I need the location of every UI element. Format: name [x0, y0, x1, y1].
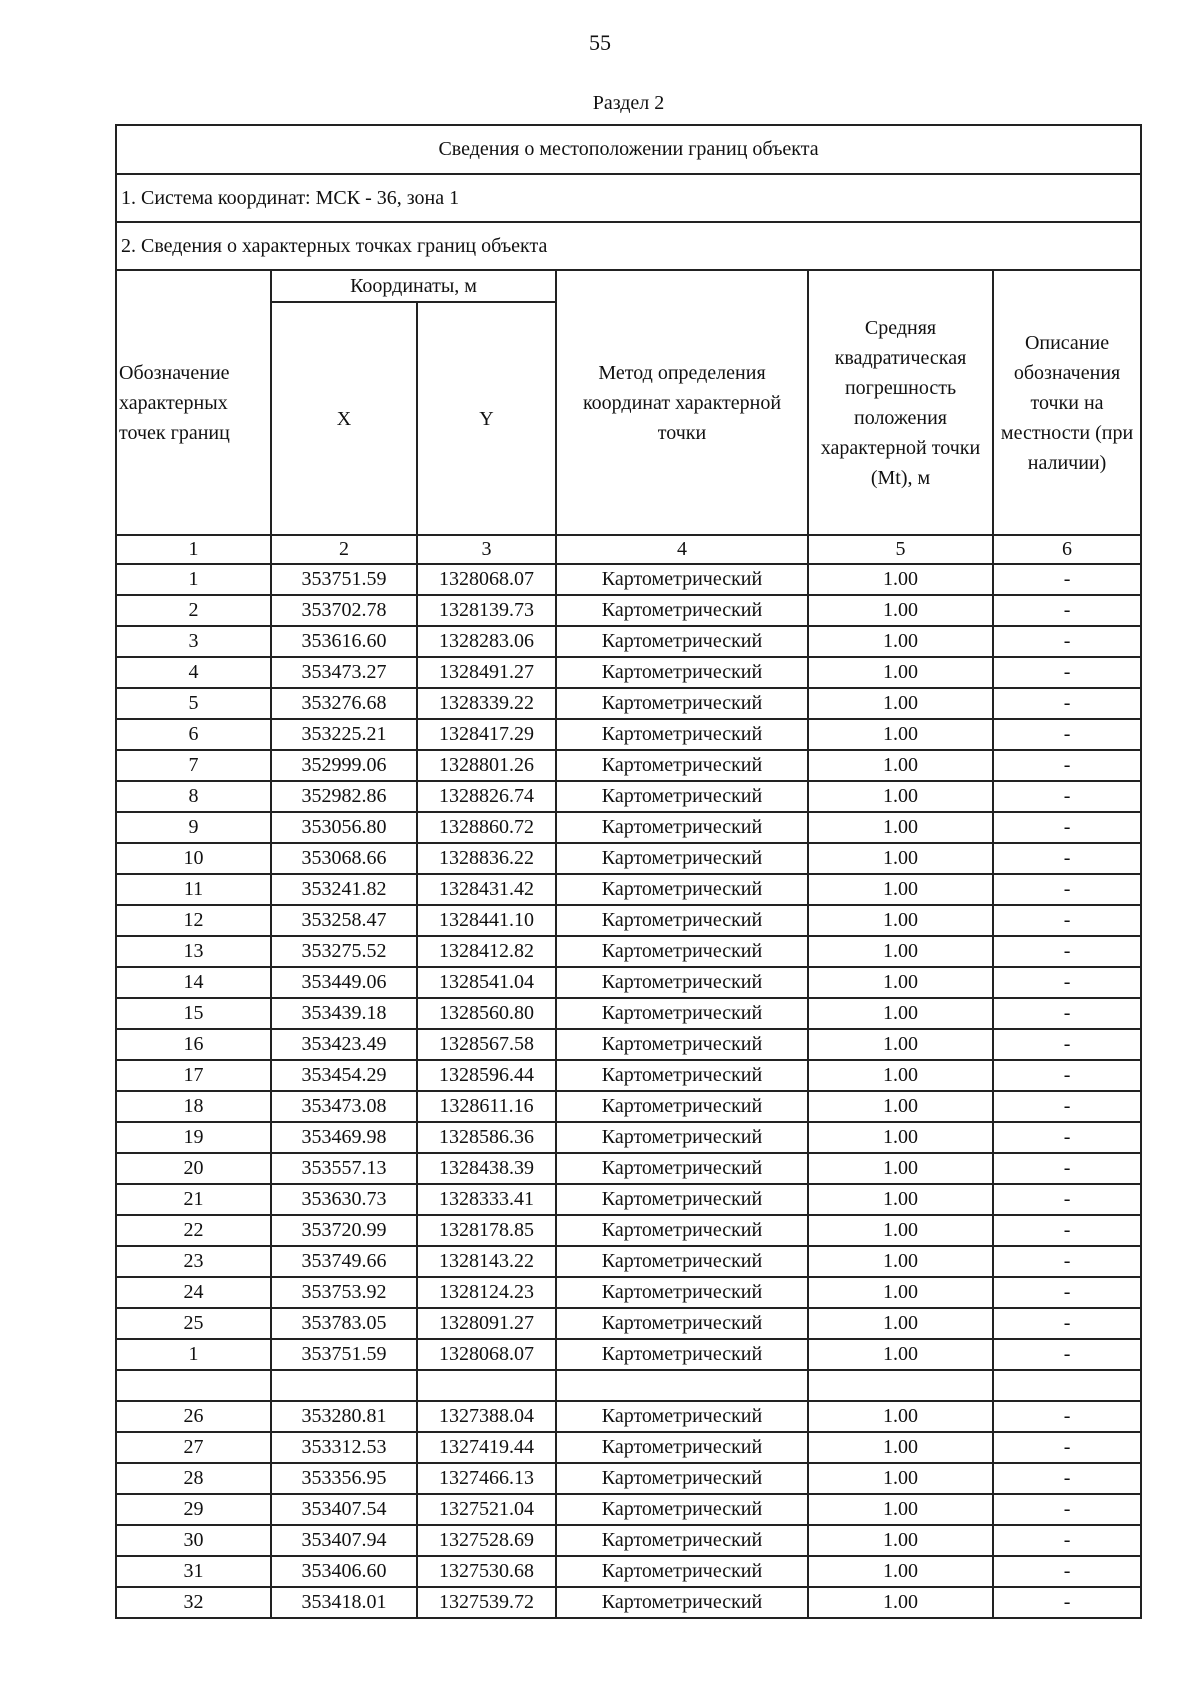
point-number-cell: 1	[116, 1339, 271, 1370]
mt-error-cell: 1.00	[808, 564, 993, 595]
mt-error-cell: 1.00	[808, 719, 993, 750]
x-coordinate-cell: 353407.94	[271, 1525, 417, 1556]
description-cell: -	[993, 1432, 1141, 1463]
point-number-cell: 17	[116, 1060, 271, 1091]
x-coordinate-cell: 353469.98	[271, 1122, 417, 1153]
description-cell: -	[993, 1494, 1141, 1525]
x-coordinate-cell: 353557.13	[271, 1153, 417, 1184]
description-cell: -	[993, 1246, 1141, 1277]
method-cell: Картометрический	[556, 1091, 808, 1122]
empty-cell	[993, 1370, 1141, 1401]
y-coordinate-cell: 1327419.44	[417, 1432, 556, 1463]
empty-cell	[808, 1370, 993, 1401]
method-cell: Картометрический	[556, 843, 808, 874]
point-number-cell: 5	[116, 688, 271, 719]
table-row	[116, 1277, 1141, 1308]
point-number-cell: 21	[116, 1184, 271, 1215]
x-coordinate-cell: 353449.06	[271, 967, 417, 998]
method-cell: Картометрический	[556, 998, 808, 1029]
point-number-cell: 22	[116, 1215, 271, 1246]
method-cell: Картометрический	[556, 1060, 808, 1091]
header-x: X	[271, 302, 417, 535]
point-number-cell: 6	[116, 719, 271, 750]
method-cell: Картометрический	[556, 1525, 808, 1556]
table-row	[116, 1525, 1141, 1556]
point-number-cell: 10	[116, 843, 271, 874]
y-coordinate-cell: 1327466.13	[417, 1463, 556, 1494]
table-row	[116, 719, 1141, 750]
method-cell: Картометрический	[556, 967, 808, 998]
y-coordinate-cell: 1328283.06	[417, 626, 556, 657]
mt-error-cell: 1.00	[808, 967, 993, 998]
page-number: 55	[589, 30, 611, 55]
point-number-cell: 3	[116, 626, 271, 657]
y-coordinate-cell: 1328431.42	[417, 874, 556, 905]
y-coordinate-cell: 1327539.72	[417, 1587, 556, 1618]
description-cell: -	[993, 1029, 1141, 1060]
description-cell: -	[993, 1587, 1141, 1618]
x-coordinate-cell: 353702.78	[271, 595, 417, 626]
table-row	[116, 750, 1141, 781]
x-coordinate-cell: 353276.68	[271, 688, 417, 719]
x-coordinate-cell: 353312.53	[271, 1432, 417, 1463]
point-number-cell: 27	[116, 1432, 271, 1463]
table-title: Сведения о местоположении границ объекта	[116, 125, 1141, 174]
table-row	[116, 1215, 1141, 1246]
mt-error-cell: 1.00	[808, 1525, 993, 1556]
y-coordinate-cell: 1328541.04	[417, 967, 556, 998]
point-number-cell: 31	[116, 1556, 271, 1587]
description-cell: -	[993, 564, 1141, 595]
y-coordinate-cell: 1328333.41	[417, 1184, 556, 1215]
y-coordinate-cell: 1328611.16	[417, 1091, 556, 1122]
mt-error-cell: 1.00	[808, 1401, 993, 1432]
mt-error-cell: 1.00	[808, 750, 993, 781]
y-coordinate-cell: 1328860.72	[417, 812, 556, 843]
point-number-cell: 8	[116, 781, 271, 812]
y-coordinate-cell: 1327528.69	[417, 1525, 556, 1556]
mt-error-cell: 1.00	[808, 1246, 993, 1277]
point-number-cell: 2	[116, 595, 271, 626]
y-coordinate-cell: 1328836.22	[417, 843, 556, 874]
description-cell: -	[993, 781, 1141, 812]
point-number-cell: 12	[116, 905, 271, 936]
description-cell: -	[993, 1339, 1141, 1370]
x-coordinate-cell: 353439.18	[271, 998, 417, 1029]
y-coordinate-cell: 1328560.80	[417, 998, 556, 1029]
mt-error-cell: 1.00	[808, 1277, 993, 1308]
mt-error-cell: 1.00	[808, 936, 993, 967]
method-cell: Картометрический	[556, 1308, 808, 1339]
y-coordinate-cell: 1328441.10	[417, 905, 556, 936]
description-cell: -	[993, 688, 1141, 719]
mt-error-cell: 1.00	[808, 998, 993, 1029]
x-coordinate-cell: 353418.01	[271, 1587, 417, 1618]
table-row	[116, 1060, 1141, 1091]
description-cell: -	[993, 1215, 1141, 1246]
y-coordinate-cell: 1328068.07	[417, 1339, 556, 1370]
x-coordinate-cell: 353749.66	[271, 1246, 417, 1277]
method-cell: Картометрический	[556, 1246, 808, 1277]
y-coordinate-cell: 1327388.04	[417, 1401, 556, 1432]
mt-error-cell: 1.00	[808, 1091, 993, 1122]
method-cell: Картометрический	[556, 657, 808, 688]
mt-error-cell: 1.00	[808, 1587, 993, 1618]
point-number-cell: 11	[116, 874, 271, 905]
description-cell: -	[993, 1277, 1141, 1308]
description-cell: -	[993, 595, 1141, 626]
y-coordinate-cell: 1328596.44	[417, 1060, 556, 1091]
method-cell: Картометрический	[556, 812, 808, 843]
method-cell: Картометрический	[556, 688, 808, 719]
mt-error-cell: 1.00	[808, 1432, 993, 1463]
point-number-cell: 14	[116, 967, 271, 998]
method-cell: Картометрический	[556, 905, 808, 936]
table-row	[116, 781, 1141, 812]
x-coordinate-cell: 353783.05	[271, 1308, 417, 1339]
table-row	[116, 595, 1141, 626]
point-number-cell: 9	[116, 812, 271, 843]
table-row	[116, 905, 1141, 936]
y-coordinate-cell: 1328491.27	[417, 657, 556, 688]
mt-error-cell: 1.00	[808, 781, 993, 812]
point-number-cell: 7	[116, 750, 271, 781]
y-coordinate-cell: 1327530.68	[417, 1556, 556, 1587]
x-coordinate-cell: 353356.95	[271, 1463, 417, 1494]
method-cell: Картометрический	[556, 1277, 808, 1308]
y-coordinate-cell: 1328339.22	[417, 688, 556, 719]
description-cell: -	[993, 1060, 1141, 1091]
method-cell: Картометрический	[556, 1122, 808, 1153]
y-coordinate-cell: 1328801.26	[417, 750, 556, 781]
column-number: 1	[116, 535, 271, 564]
method-cell: Картометрический	[556, 1556, 808, 1587]
x-coordinate-cell: 353423.49	[271, 1029, 417, 1060]
y-coordinate-cell: 1328567.58	[417, 1029, 556, 1060]
boundary-points-table	[115, 124, 1142, 1619]
table-row	[116, 564, 1141, 595]
header-error: Средняя квадратическая погрешность положения характерной точки (Mt), м	[808, 270, 993, 535]
x-coordinate-cell: 353280.81	[271, 1401, 417, 1432]
mt-error-cell: 1.00	[808, 1184, 993, 1215]
x-coordinate-cell: 353630.73	[271, 1184, 417, 1215]
table-row	[116, 1308, 1141, 1339]
y-coordinate-cell: 1328438.39	[417, 1153, 556, 1184]
point-number-cell: 28	[116, 1463, 271, 1494]
method-cell: Картометрический	[556, 1401, 808, 1432]
method-cell: Картометрический	[556, 1184, 808, 1215]
points-info-line: 2. Сведения о характерных точках границ объекта	[116, 222, 1141, 270]
table-row	[116, 1463, 1141, 1494]
method-cell: Картометрический	[556, 719, 808, 750]
mt-error-cell: 1.00	[808, 1122, 993, 1153]
table-row	[116, 874, 1141, 905]
y-coordinate-cell: 1328124.23	[417, 1277, 556, 1308]
method-cell: Картометрический	[556, 1432, 808, 1463]
x-coordinate-cell: 353473.27	[271, 657, 417, 688]
description-cell: -	[993, 1091, 1141, 1122]
x-coordinate-cell: 353720.99	[271, 1215, 417, 1246]
column-number: 6	[993, 535, 1141, 564]
table-row	[116, 1401, 1141, 1432]
mt-error-cell: 1.00	[808, 626, 993, 657]
mt-error-cell: 1.00	[808, 657, 993, 688]
description-cell: -	[993, 1556, 1141, 1587]
y-coordinate-cell: 1328826.74	[417, 781, 556, 812]
point-number-cell: 20	[116, 1153, 271, 1184]
x-coordinate-cell: 353473.08	[271, 1091, 417, 1122]
mt-error-cell: 1.00	[808, 1215, 993, 1246]
description-cell: -	[993, 843, 1141, 874]
header-description: Описание обозначения точки на местности (при наличии)	[993, 270, 1141, 535]
x-coordinate-cell: 353751.59	[271, 564, 417, 595]
description-cell: -	[993, 1153, 1141, 1184]
point-number-cell: 30	[116, 1525, 271, 1556]
method-cell: Картометрический	[556, 1215, 808, 1246]
method-cell: Картометрический	[556, 595, 808, 626]
mt-error-cell: 1.00	[808, 1339, 993, 1370]
empty-cell	[556, 1370, 808, 1401]
x-coordinate-cell: 353258.47	[271, 905, 417, 936]
mt-error-cell: 1.00	[808, 1029, 993, 1060]
point-number-cell: 13	[116, 936, 271, 967]
description-cell: -	[993, 750, 1141, 781]
mt-error-cell: 1.00	[808, 874, 993, 905]
method-cell: Картометрический	[556, 1029, 808, 1060]
y-coordinate-cell: 1327521.04	[417, 1494, 556, 1525]
method-cell: Картометрический	[556, 1463, 808, 1494]
table-row	[116, 1432, 1141, 1463]
x-coordinate-cell: 353751.59	[271, 1339, 417, 1370]
table-row	[116, 688, 1141, 719]
header-designation: Обозначение характерных точек границ	[116, 270, 271, 535]
point-number-cell: 19	[116, 1122, 271, 1153]
x-coordinate-cell: 353753.92	[271, 1277, 417, 1308]
description-cell: -	[993, 998, 1141, 1029]
header-y: Y	[417, 302, 556, 535]
table-row	[116, 1029, 1141, 1060]
mt-error-cell: 1.00	[808, 1153, 993, 1184]
x-coordinate-cell: 353068.66	[271, 843, 417, 874]
method-cell: Картометрический	[556, 1153, 808, 1184]
header-coordinates: Координаты, м	[271, 270, 556, 302]
mt-error-cell: 1.00	[808, 1463, 993, 1494]
x-coordinate-cell: 352982.86	[271, 781, 417, 812]
header-method: Метод определения координат характерной точки	[556, 270, 808, 535]
column-number-row	[116, 535, 1141, 564]
y-coordinate-cell: 1328586.36	[417, 1122, 556, 1153]
mt-error-cell: 1.00	[808, 688, 993, 719]
section-label: Раздел 2	[592, 92, 665, 114]
y-coordinate-cell: 1328091.27	[417, 1308, 556, 1339]
table-row	[116, 967, 1141, 998]
table-row	[116, 1153, 1141, 1184]
point-number-cell: 24	[116, 1277, 271, 1308]
table-row	[116, 936, 1141, 967]
table-row	[116, 1184, 1141, 1215]
method-cell: Картометрический	[556, 626, 808, 657]
mt-error-cell: 1.00	[808, 1060, 993, 1091]
x-coordinate-cell: 353056.80	[271, 812, 417, 843]
method-cell: Картометрический	[556, 1339, 808, 1370]
method-cell: Картометрический	[556, 564, 808, 595]
description-cell: -	[993, 657, 1141, 688]
table-row	[116, 843, 1141, 874]
y-coordinate-cell: 1328143.22	[417, 1246, 556, 1277]
description-cell: -	[993, 1122, 1141, 1153]
table-row	[116, 626, 1141, 657]
method-cell: Картометрический	[556, 936, 808, 967]
description-cell: -	[993, 719, 1141, 750]
empty-cell	[271, 1370, 417, 1401]
y-coordinate-cell: 1328417.29	[417, 719, 556, 750]
point-number-cell: 1	[116, 564, 271, 595]
description-cell: -	[993, 967, 1141, 998]
method-cell: Картометрический	[556, 781, 808, 812]
table-row	[116, 1091, 1141, 1122]
method-cell: Картометрический	[556, 750, 808, 781]
empty-cell	[116, 1370, 271, 1401]
table-row	[116, 1122, 1141, 1153]
mt-error-cell: 1.00	[808, 595, 993, 626]
y-coordinate-cell: 1328068.07	[417, 564, 556, 595]
y-coordinate-cell: 1328139.73	[417, 595, 556, 626]
mt-error-cell: 1.00	[808, 1308, 993, 1339]
x-coordinate-cell: 353454.29	[271, 1060, 417, 1091]
column-number: 5	[808, 535, 993, 564]
x-coordinate-cell: 353407.54	[271, 1494, 417, 1525]
point-number-cell: 4	[116, 657, 271, 688]
table-row	[116, 812, 1141, 843]
method-cell: Картометрический	[556, 874, 808, 905]
description-cell: -	[993, 812, 1141, 843]
description-cell: -	[993, 1401, 1141, 1432]
x-coordinate-cell: 352999.06	[271, 750, 417, 781]
mt-error-cell: 1.00	[808, 812, 993, 843]
column-number: 2	[271, 535, 417, 564]
empty-cell	[417, 1370, 556, 1401]
mt-error-cell: 1.00	[808, 843, 993, 874]
mt-error-cell: 1.00	[808, 1494, 993, 1525]
description-cell: -	[993, 1184, 1141, 1215]
column-number: 3	[417, 535, 556, 564]
point-number-cell: 23	[116, 1246, 271, 1277]
table-row	[116, 1339, 1141, 1370]
x-coordinate-cell: 353406.60	[271, 1556, 417, 1587]
description-cell: -	[993, 905, 1141, 936]
point-number-cell: 26	[116, 1401, 271, 1432]
method-cell: Картометрический	[556, 1587, 808, 1618]
column-number: 4	[556, 535, 808, 564]
x-coordinate-cell: 353275.52	[271, 936, 417, 967]
point-number-cell: 32	[116, 1587, 271, 1618]
x-coordinate-cell: 353241.82	[271, 874, 417, 905]
point-number-cell: 15	[116, 998, 271, 1029]
table-row	[116, 1246, 1141, 1277]
description-cell: -	[993, 1463, 1141, 1494]
description-cell: -	[993, 626, 1141, 657]
coord-system-line: 1. Система координат: МСК - 36, зона 1	[116, 174, 1141, 222]
x-coordinate-cell: 353616.60	[271, 626, 417, 657]
description-cell: -	[993, 874, 1141, 905]
table-row	[116, 657, 1141, 688]
description-cell: -	[993, 1308, 1141, 1339]
table-row	[116, 998, 1141, 1029]
table-row	[116, 1587, 1141, 1618]
table-row	[116, 1494, 1141, 1525]
point-number-cell: 16	[116, 1029, 271, 1060]
mt-error-cell: 1.00	[808, 905, 993, 936]
description-cell: -	[993, 936, 1141, 967]
point-number-cell: 25	[116, 1308, 271, 1339]
x-coordinate-cell: 353225.21	[271, 719, 417, 750]
table-row	[116, 1556, 1141, 1587]
point-number-cell: 18	[116, 1091, 271, 1122]
y-coordinate-cell: 1328412.82	[417, 936, 556, 967]
mt-error-cell: 1.00	[808, 1556, 993, 1587]
description-cell: -	[993, 1525, 1141, 1556]
separator-row	[116, 1370, 1141, 1401]
method-cell: Картометрический	[556, 1494, 808, 1525]
point-number-cell: 29	[116, 1494, 271, 1525]
y-coordinate-cell: 1328178.85	[417, 1215, 556, 1246]
